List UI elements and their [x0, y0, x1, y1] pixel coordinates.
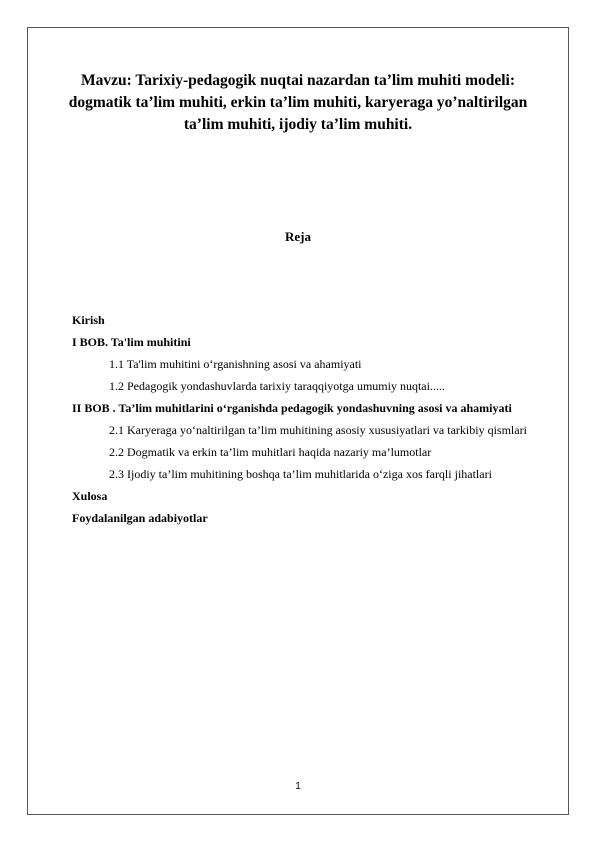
toc-item-chapter-2: II BOB . Ta’lim muhitlarini o‘rganishda pedagogik yondashuvning asosi va ahamiyati: [72, 401, 512, 415]
toc-item-section-2-2: 2.2 Dogmatik va erkin ta’lim muhitlari haqida nazariy ma’lumotlar: [109, 445, 432, 459]
toc-item-section-1-1: 1.1 Ta'lim muhitini o‘rganishning asosi va ahamiyati: [109, 357, 362, 371]
toc-item-section-1-2: 1.2 Pedagogik yondashuvlarda tarixiy taraqqiyotga umumiy nuqtai.....: [109, 379, 445, 393]
toc-item-kirish: Kirish: [72, 313, 105, 327]
toc-item-references: Foydalanilgan adabiyotlar: [72, 511, 208, 525]
toc-item-xulosa: Xulosa: [72, 489, 108, 503]
toc-item-section-2-1: 2.1 Karyeraga yo‘naltirilgan ta’lim muhitining asosiy xususiyatlari va tarkibiy qismlari: [109, 423, 527, 437]
plan-heading: Reja: [285, 229, 311, 244]
toc-item-chapter-1: I BOB. Ta'lim muhitini: [72, 335, 191, 349]
page-number: 1: [295, 781, 301, 792]
document-title: Mavzu: Tarixiy-pedagogik nuqtai nazardan ta’lim muhiti modeli: dogmatik ta’lim muhiti, erkin ta’lim muhiti, karyeraga yo’naltirilgan ta’lim muhiti, ijodiy ta’lim muhiti.: [68, 72, 528, 133]
table-of-contents: [72, 313, 532, 533]
toc-item-section-2-3: 2.3 Ijodiy ta’lim muhitining boshqa ta’lim muhitlarida o‘ziga xos farqli jihatlari: [109, 467, 492, 481]
